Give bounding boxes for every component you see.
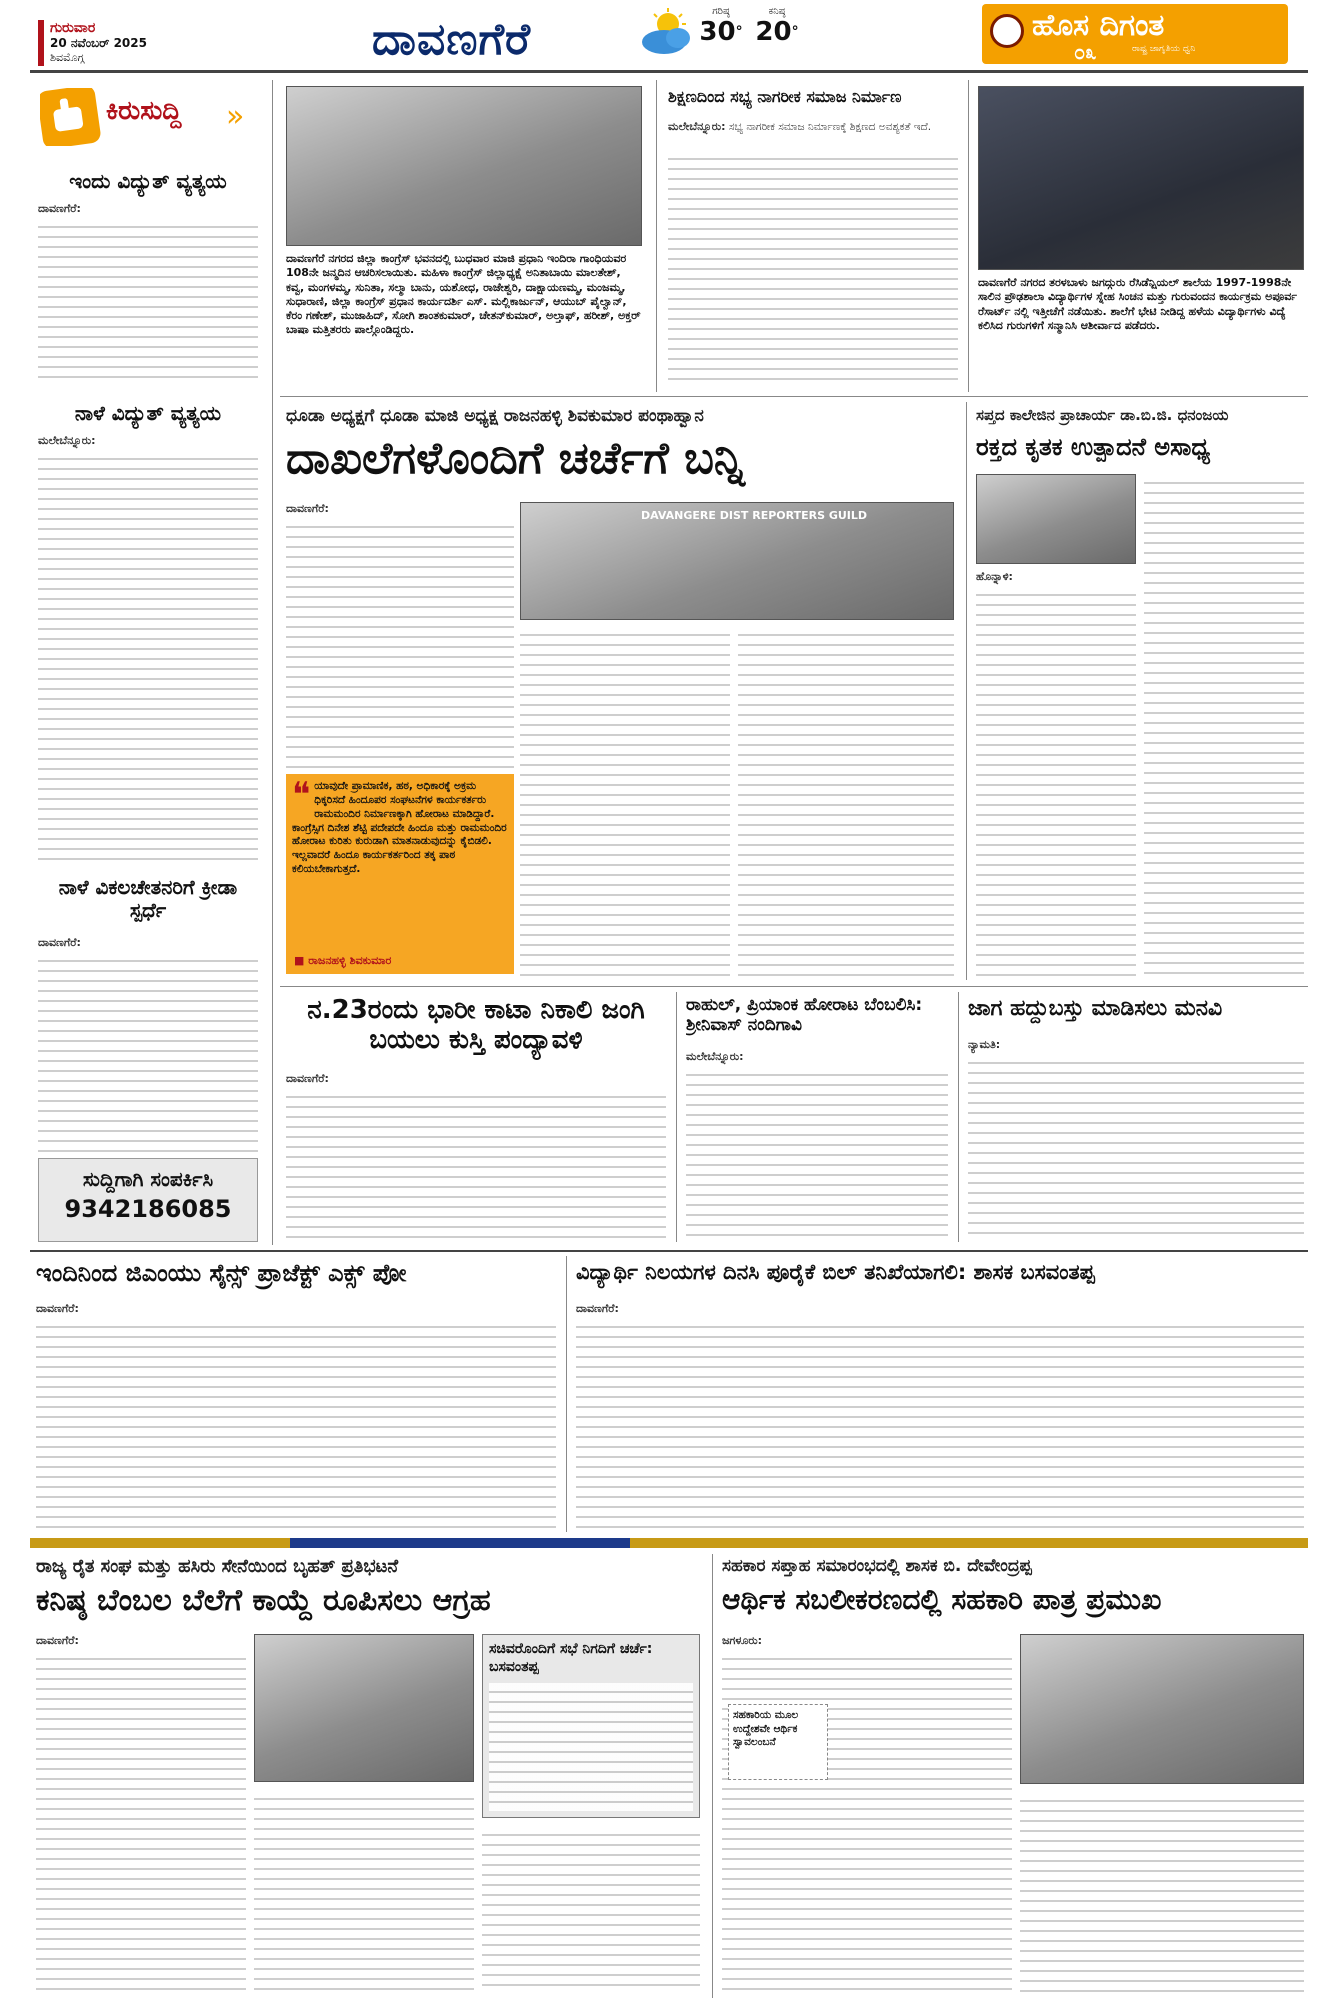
lead-quote-author: ■ ರಾಜನಹಳ್ಳಿ ಶಿವಕುಮಾರ [294,954,392,967]
lead-col2 [520,626,730,976]
kiru-item2-headline: ನಾಳೆ ವಿದ್ಯುತ್ ವ್ಯತ್ಯಯ [74,402,222,425]
wrestling-headline: ನ.23ರಂದು ಭಾರೀ ಕಾಟಾ ನಿಕಾಲಿ ಜಂಗಿ ಬಯಲು ಕುಸ್ತಿ ಪಂದ್ಯಾವಳಿ [307,996,645,1055]
paper-name: ಹೊಸ ದಿಗಂತ [1032,8,1165,43]
contact-number: 9342186085 [64,1195,232,1223]
weather-icon [636,6,696,62]
congress-caption: ದಾವಣಗೆರೆ ನಗರದ ಜಿಲ್ಲಾ ಕಾಂಗ್ರೆಸ್ ಭವನದಲ್ಲಿ ಬುಧವಾರ ಮಾಜಿ ಪ್ರಧಾನಿ ಇಂದಿರಾ ಗಾಂಧಿಯವರ 108ನೇ ಜನ್ಮದಿನ ಆಚರಿಸಲಾಯಿತು. ಮಹಿಳಾ ಕಾಂಗ್ರೆಸ್ ಜಿಲ್ಲಾಧ್ಯಕ್ಷೆ ಅನಿತಾಬಾಯಿ ಮಾಲತೇಶ್, ಕವ್ವ, ಮಂಗಳಮ್ಮ, ಸುನಿತಾ, ಸಲ್ಮಾ ಬಾನು, ಯಶೋಧ, ರಾಜೇಶ್ವರಿ, ದಾಕ್ಷಾಯಣಮ್ಮ, ಮಂಜಮ್ಮ, ಸುಧಾರಾಣಿ, ಜಿಲ್ಲಾ ಕಾಂಗ್ರೆಸ್ ಪ್ರಧಾನ ಕಾರ್ಯದರ್ಶಿ ಎಸ್. ಮಲ್ಲಿಕಾರ್ಜುನ್, ಆಯುಬ್ ಪೈಲ್ವಾನ್, ಕೆರಂ ಗಣೇಶ್, ಮುಜಾಹಿದ್, ಸೋಗಿ ಶಾಂತಕುಮಾರ್, ಚೇತನ್‌ಕುಮಾರ್, ಅಲ್ತಾಫ್, ಹರೀಶ್, ಅಕ್ತರ್ ಬಾಷಾ ಮತ್ತಿತರರು ಪಾಲ್ಗೊಂಡಿದ್ದರು. [286,252,641,337]
logo-emblem-icon [990,14,1024,48]
kirusuddi-banner [40,88,250,146]
blood-kicker: ಸಪ್ತದ ಕಾಲೇಜಿನ ಪ್ರಾಚಾರ್ಯ ಡಾ.ಬಿ.ಜಿ. ಧನಂಜಯ [976,406,1229,424]
date-label: 20 ನವೆಂಬರ್ 2025 [50,36,147,50]
farmers-story [30,1554,706,1998]
masthead [0,0,1338,68]
blood-col1 [976,570,1136,976]
min-temp-value: 20 [755,17,792,47]
coop-story [718,1554,1308,1998]
hostel-body [576,1302,1304,1528]
land-headline: ಜಾಗ ಹದ್ದುಬಸ್ತು ಮಾಡಿಸಲು ಮನವಿ [968,996,1223,1021]
rahul-dateline: ಮಲೇಬೆನ್ನೂರು: [686,1050,744,1063]
lead-dateline: ದಾವಣಗೆರೆ: [286,502,329,515]
quote-mark-icon: ❝ [292,775,311,815]
paper-tagline: ರಾಷ್ಟ್ರ ಜಾಗೃತಿಯ ಧ್ವನಿ [1132,44,1196,54]
education-body [668,120,958,388]
coop-col1 [722,1634,1012,1994]
blood-col2 [1144,474,1304,976]
farmers-col3 [482,1826,700,1994]
congress-photo [286,86,642,246]
kiru-item2-dateline: ಮಲೇಬೆನ್ನೂರು: [38,434,96,447]
max-temp-block: ಗರಿಷ್ಠ 30° [699,6,743,47]
education-dateline: ಮಲೇಬೆನ್ನೂರು: [668,120,726,133]
kiru-item2-body [38,434,258,862]
education-headline: ಶಿಕ್ಷಣದಿಂದ ಸಭ್ಯ ನಾಗರೀಕ ಸಮಾಜ ನಿರ್ಮಾಣ [668,88,902,106]
rahul-headline: ರಾಹುಲ್, ಪ್ರಿಯಾಂಕ ಹೋರಾಟ ಬೆಂಬಲಿಸಿ: ಶ್ರೀನಿವಾಸ್ ನಂದಿಗಾವಿ [686,996,923,1035]
wrestling-dateline: ದಾವಣಗೆರೆ: [286,1072,329,1085]
farmers-col1 [36,1634,246,1994]
land-body [968,1038,1304,1240]
kiru-item3-headline: ನಾಳೆ ವಿಕಲಚೇತನರಿಗೆ ಕ್ರೀಡಾ ಸ್ಪರ್ಧೆ [58,876,238,922]
lead-quote-text: ಯಾವುದೇ ಪ್ರಾಮಾಣಿಕ, ಹಠ, ಅಧಿಕಾರಕ್ಕೆ ಅಕ್ರಮ ಧಿಕ್ಕರಿಸದೆ ಹಿಂದೂಪರ ಸಂಘಟನೆಗಳ ಕಾರ್ಯಕರ್ತರು ರಾಮಮಂದಿರ ನಿರ್ಮಾಣಕ್ಕಾಗಿ ಹೋರಾಟ ಮಾಡಿದ್ದಾರೆ. ಕಾಂಗ್ರೆಸ್ಸಿಗ ದಿನೇಶ ಶೆಟ್ಟಿ ಪದೇಪದೇ ಹಿಂದೂ ಮತ್ತು ರಾಮಮಂದಿರ ಹೋರಾಟ ಕುರಿತು ಕುರುಡಾಗಿ ಮಾತನಾಡುವುದನ್ನು ಕೈಬಿಡಲಿ. ಇಲ್ಲವಾದರೆ ಹಿಂದೂ ಕಾರ್ಯಕರ್ತರಿಂದ ತಕ್ಕ ಪಾಠ ಕಲಿಯಬೇಕಾಗುತ್ತದೆ. [292,780,507,876]
kiru-item1-body [38,202,258,388]
place-label: ಶಿವಮೊಗ್ಗ [50,51,85,64]
lead-kicker: ಧೂಡಾ ಅಧ್ಯಕ್ಷಗೆ ಧೂಡಾ ಮಾಜಿ ಅಧ್ಯಕ್ಷ ರಾಜನಹಳ್ಳಿ ಶಿವಕುಮಾರ ಪಂಥಾಹ್ವಾನ [286,406,704,426]
education-lead: ಸಭ್ಯ ನಾಗರೀಕ ಸಮಾಜ ನಿರ್ಮಾಣಕ್ಕೆ ಶಿಕ್ಷಣದ ಅವಶ್ಯಕತೆ ಇದೆ. [728,121,932,133]
blood-dateline: ಹೊನ್ನಾಳಿ: [976,570,1013,583]
coop-dateline: ಜಗಳೂರು: [722,1634,763,1647]
farmers-headline: ಕನಿಷ್ಠ ಬೆಂಬಲ ಬೆಲೆಗೆ ಕಾಯ್ದೆ ರೂಪಿಸಲು ಆಗ್ರಹ [36,1584,491,1618]
pointing-hand-icon [40,88,102,146]
rahul-body [686,1050,948,1240]
alumni-story [974,80,1308,392]
farmers-photo [254,1634,474,1782]
coop-pullquote [728,1704,828,1780]
farmers-box [482,1634,700,1818]
land-dateline: ನ್ಯಾಮತಿ: [968,1038,1001,1051]
farmers-col2 [254,1790,474,1994]
masthead-title: ದಾವಣಗೆರೆ [372,14,531,65]
page-number: ೦೩ [1074,40,1097,64]
coop-kicker: ಸಹಕಾರ ಸಪ್ತಾಹ ಸಮಾರಂಭದಲ್ಲಿ ಶಾಸಕ ಬಿ. ದೇವೇಂದ್ರಪ್ಪ [722,1556,1032,1576]
kiru-item1-dateline: ದಾವಣಗೆರೆ: [38,202,81,215]
section-divider [30,1538,1308,1548]
blood-story [972,402,1308,980]
lead-headline: ದಾಖಲೆಗಳೊಂದಿಗೆ ಚರ್ಚೆಗೆ ಬನ್ನಿ [286,434,745,484]
min-temp-label: ಕನಿಷ್ಠ [768,6,786,17]
coop-pullquote-text: ಸಹಕಾರಿಯ ಮೂಲ ಉದ್ದೇಶವೇ ಆರ್ಥಿಕ ಸ್ವಾವಲಂಬನೆ [733,1709,799,1749]
expo-headline: ಇಂದಿನಿಂದ ಜಿಎಂಯು ಸೈನ್ಸ್ ಪ್ರಾಜೆಕ್ಟ್ ಎಕ್ಸ್ ಪೋ [36,1260,407,1287]
lead-story [280,402,960,980]
wrestling-body [286,1072,666,1240]
wrestling-story [280,992,670,1242]
farmers-kicker: ರಾಜ್ಯ ರೈತ ಸಂಘ ಮತ್ತು ಹಸಿರು ಸೇನೆಯಿಂದ ಬೃಹತ್ ಪ್ರತಿಭಟನೆ [36,1556,399,1577]
day-label: ಗುರುವಾರ [50,20,96,36]
expo-dateline: ದಾವಣಗೆರೆ: [36,1302,79,1315]
expo-story [30,1256,560,1532]
kiru-item1-headline: ಇಂದು ವಿದ್ಯುತ್ ವ್ಯತ್ಯಯ [69,170,227,193]
paper-logo [982,4,1288,64]
hostel-story [572,1256,1308,1532]
hostel-headline: ವಿದ್ಯಾರ್ಥಿ ನಿಲಯಗಳ ದಿನಸಿ ಪೂರೈಕೆ ಬಿಲ್ ತನಿಖೆಯಾಗಲಿ: ಶಾಸಕ ಬಸವಂತಪ್ಪ [576,1260,1095,1284]
lead-quote-box [286,774,514,974]
kirusuddi-column [30,80,265,1245]
lead-photo [520,502,954,620]
rahul-story [682,992,952,1242]
kirusuddi-label: ಕಿರುಸುದ್ದಿ [106,96,182,126]
alumni-caption: ದಾವಣಗೆರೆ ನಗರದ ತರಳಬಾಳು ಜಗದ್ಗುರು ರೆಸಿಡೆನ್ಷಿಯಲ್ ಶಾಲೆಯ 1997-1998ನೇ ಸಾಲಿನ ಪ್ರೌಢಶಾಲಾ ವಿದ್ಯಾರ್ಥಿಗಳ ಸ್ನೇಹ ಸಿಂಚನ ಮತ್ತು ಗುರುವಂದನ ಕಾರ್ಯಕ್ರಮ ಅಪೂರ್ವ ರೆಸಾರ್ಟ್ ನಲ್ಲಿ ಇತ್ತೀಚೆಗೆ ನಡೆಯಿತು. ಶಾಲೆಗೆ ಭೇಟಿ ನೀಡಿದ್ದ ಹಳೆಯ ವಿದ್ಯಾರ್ಥಿಗಳು ವಿದ್ಯೆ ಕಲಿಸಿದ ಗುರುಗಳಿಗೆ ಸನ್ಮಾನಿಸಿ ಆಶೀರ್ವಾದ ಪಡೆದರು. [978,276,1297,332]
farmers-box-title: ಸಚಿವರೊಂದಿಗೆ ಸಭೆ ನಿಗದಿಗೆ ಚರ್ಚೆ: ಬಸವಂತಪ್ಪ [489,1641,653,1675]
coop-col2 [1020,1792,1304,1994]
photo-banner-text: DAVANGERE DIST REPORTERS GUILD [641,509,868,522]
coop-photo [1020,1634,1304,1784]
expo-body [36,1302,556,1528]
kiru-item3-dateline: ದಾವಣಗೆರೆ: [38,936,81,949]
lead-col3 [738,626,954,976]
education-story [662,80,962,392]
hostel-dateline: ದಾವಣಗೆರೆ: [576,1302,619,1315]
alumni-photo [978,86,1304,270]
min-temp-block: ಕನಿಷ್ಠ 20° [752,6,802,66]
max-temp-label: ಗರಿಷ್ಠ [712,6,730,17]
land-story [964,992,1308,1242]
blood-headline: ರಕ್ತದ ಕೃತಕ ಉತ್ಪಾದನೆ ಅಸಾಧ್ಯ [976,434,1211,461]
chevron-right-icon: » [226,100,245,134]
date-block [38,20,188,66]
congress-story [280,80,650,392]
coop-headline: ಆರ್ಥಿಕ ಸಬಲೀಕರಣದಲ್ಲಿ ಸಹಕಾರಿ ಪಾತ್ರ ಪ್ರಮುಖ [722,1584,1162,1616]
farmers-dateline: ದಾವಣಗೆರೆ: [36,1634,79,1647]
contact-box [38,1158,258,1242]
blood-photo [976,474,1136,564]
max-temp-value: 30 [699,17,736,47]
contact-label: ಸುದ್ದಿಗಾಗಿ ಸಂಪರ್ಕಿಸಿ [82,1167,214,1191]
